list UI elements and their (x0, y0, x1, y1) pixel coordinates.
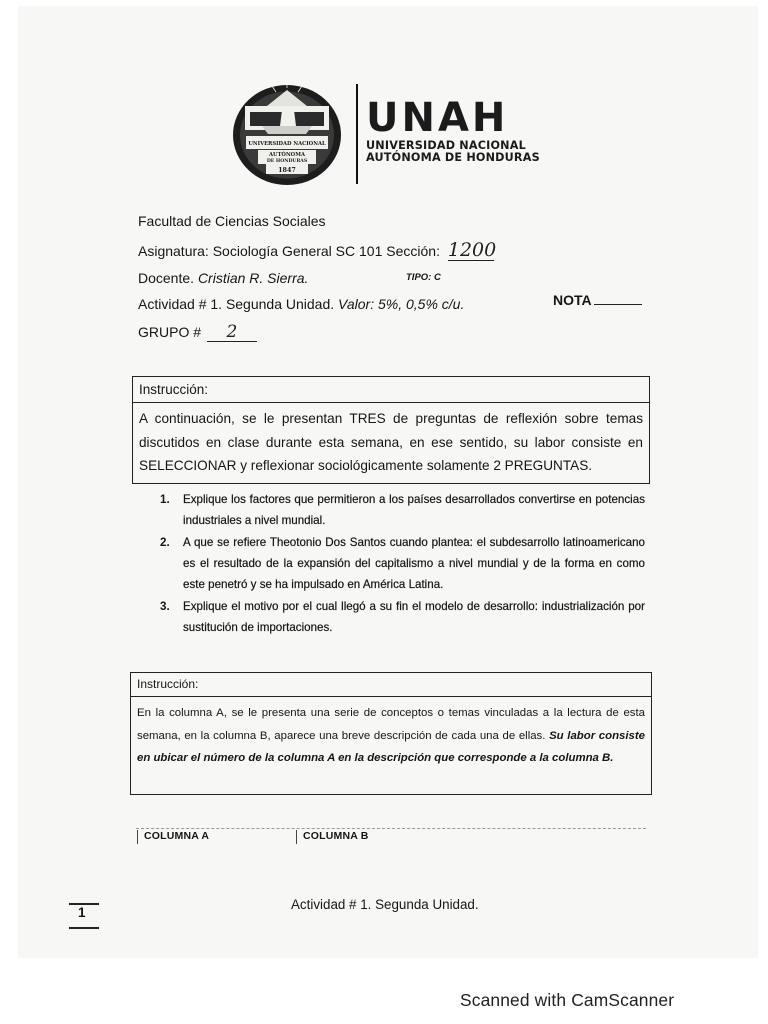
unah-seal-logo (232, 84, 342, 186)
university-name (366, 140, 540, 164)
column-a-divider (137, 830, 138, 844)
section-handwritten: 1200 (447, 239, 497, 261)
grade-blank (594, 304, 642, 305)
camscanner-watermark: Scanned with CamScanner (460, 990, 675, 1010)
instruction-1-title: Instrucción: (139, 382, 209, 397)
type-label: TIPO: C (406, 272, 441, 283)
question-item (160, 489, 645, 531)
faculty-line: Facultad de Ciencias Sociales (138, 213, 326, 229)
subject-line (138, 239, 497, 261)
question-number: 2. (160, 536, 170, 549)
footer-activity: Actividad # 1. Segunda Unidad. (291, 897, 479, 912)
unah-acronym: UNAH (366, 95, 509, 141)
instruction-2-text: En la columna A, se le presenta una serie de conceptos o temas vinculadas a la lectura de esta semana, en la columna B, aparece una breve descripción de cada una de ellas. (137, 707, 645, 742)
grade-label: NOTA (553, 292, 592, 308)
column-headers (136, 828, 646, 846)
group-line (138, 323, 257, 342)
questions-list (160, 489, 645, 639)
svg-text:AUTÓNOMA: AUTÓNOMA (269, 152, 305, 158)
page-number-rule-bottom (69, 927, 99, 929)
instruction-2-body (137, 702, 645, 770)
section-field (447, 239, 497, 261)
group-handwritten: 2 (226, 322, 238, 342)
column-header-border (136, 828, 646, 829)
question-item (160, 532, 645, 595)
teacher-line (138, 269, 308, 287)
group-label: GRUPO # (138, 324, 202, 340)
svg-text:UNIVERSIDAD NACIONAL: UNIVERSIDAD NACIONAL (248, 141, 326, 147)
question-text: Explique los factores que permitieron a los países desarrollados convertirse en potencias industriales a nivel mundial. (183, 493, 645, 527)
column-b-header: COLUMNA B (303, 830, 369, 842)
group-field (207, 323, 257, 342)
question-text: Explique el motivo por el cual llegó a su fin el modelo de desarrollo: industrialización por sustitución de importaciones. (183, 600, 645, 634)
instruction-1-divider (133, 402, 649, 403)
instruction-box-1 (132, 376, 650, 484)
activity-line (138, 295, 464, 313)
question-text: A que se refiere Theotonio Dos Santos cuando plantea: el subdesarrollo latinoamericano es el resultado de la expansión del capitalismo a nivel mundial y de la forma en como este penetró y se ha impulsado en América Latina. (183, 536, 645, 591)
svg-text:1847: 1847 (278, 166, 296, 174)
instruction-2-emphasis: Su labor consiste en ubicar el número de la columna A en la descripción que corresponde a la columna B. (137, 729, 645, 764)
instruction-box-2 (130, 672, 652, 795)
grade-field (553, 292, 642, 308)
question-item (160, 596, 645, 638)
column-a-header: COLUMNA A (144, 830, 210, 842)
logo-divider (356, 84, 358, 184)
question-number: 3. (160, 600, 170, 613)
teacher-name: Cristian R. Sierra. (197, 270, 309, 286)
instruction-2-title: Instrucción: (137, 677, 199, 691)
subject-label: Asignatura: Sociología General SC 101 Sección: (138, 243, 440, 259)
university-name-line2: AUTÓNOMA DE HONDURAS (366, 151, 540, 164)
column-b-divider (296, 830, 297, 844)
question-number: 1. (160, 493, 170, 506)
activity-label: Actividad # 1. Segunda Unidad. (138, 296, 335, 312)
page-number: 1 (78, 905, 86, 920)
activity-value: Valor: 5%, 0,5% c/u. (338, 296, 465, 312)
svg-text:DE HONDURAS: DE HONDURAS (266, 159, 308, 164)
instruction-2-divider (131, 696, 651, 697)
university-name-line1: UNIVERSIDAD NACIONAL (366, 139, 526, 152)
teacher-label: Docente. (138, 270, 195, 286)
instruction-1-body: A continuación, se le presentan TRES de preguntas de reflexión sobre temas discutidos en clase durante esta semana, en ese sentido, su labor consiste en SELECCIONAR y reflexionar sociológicamente solamente 2 PREGUNTAS. (139, 411, 643, 473)
